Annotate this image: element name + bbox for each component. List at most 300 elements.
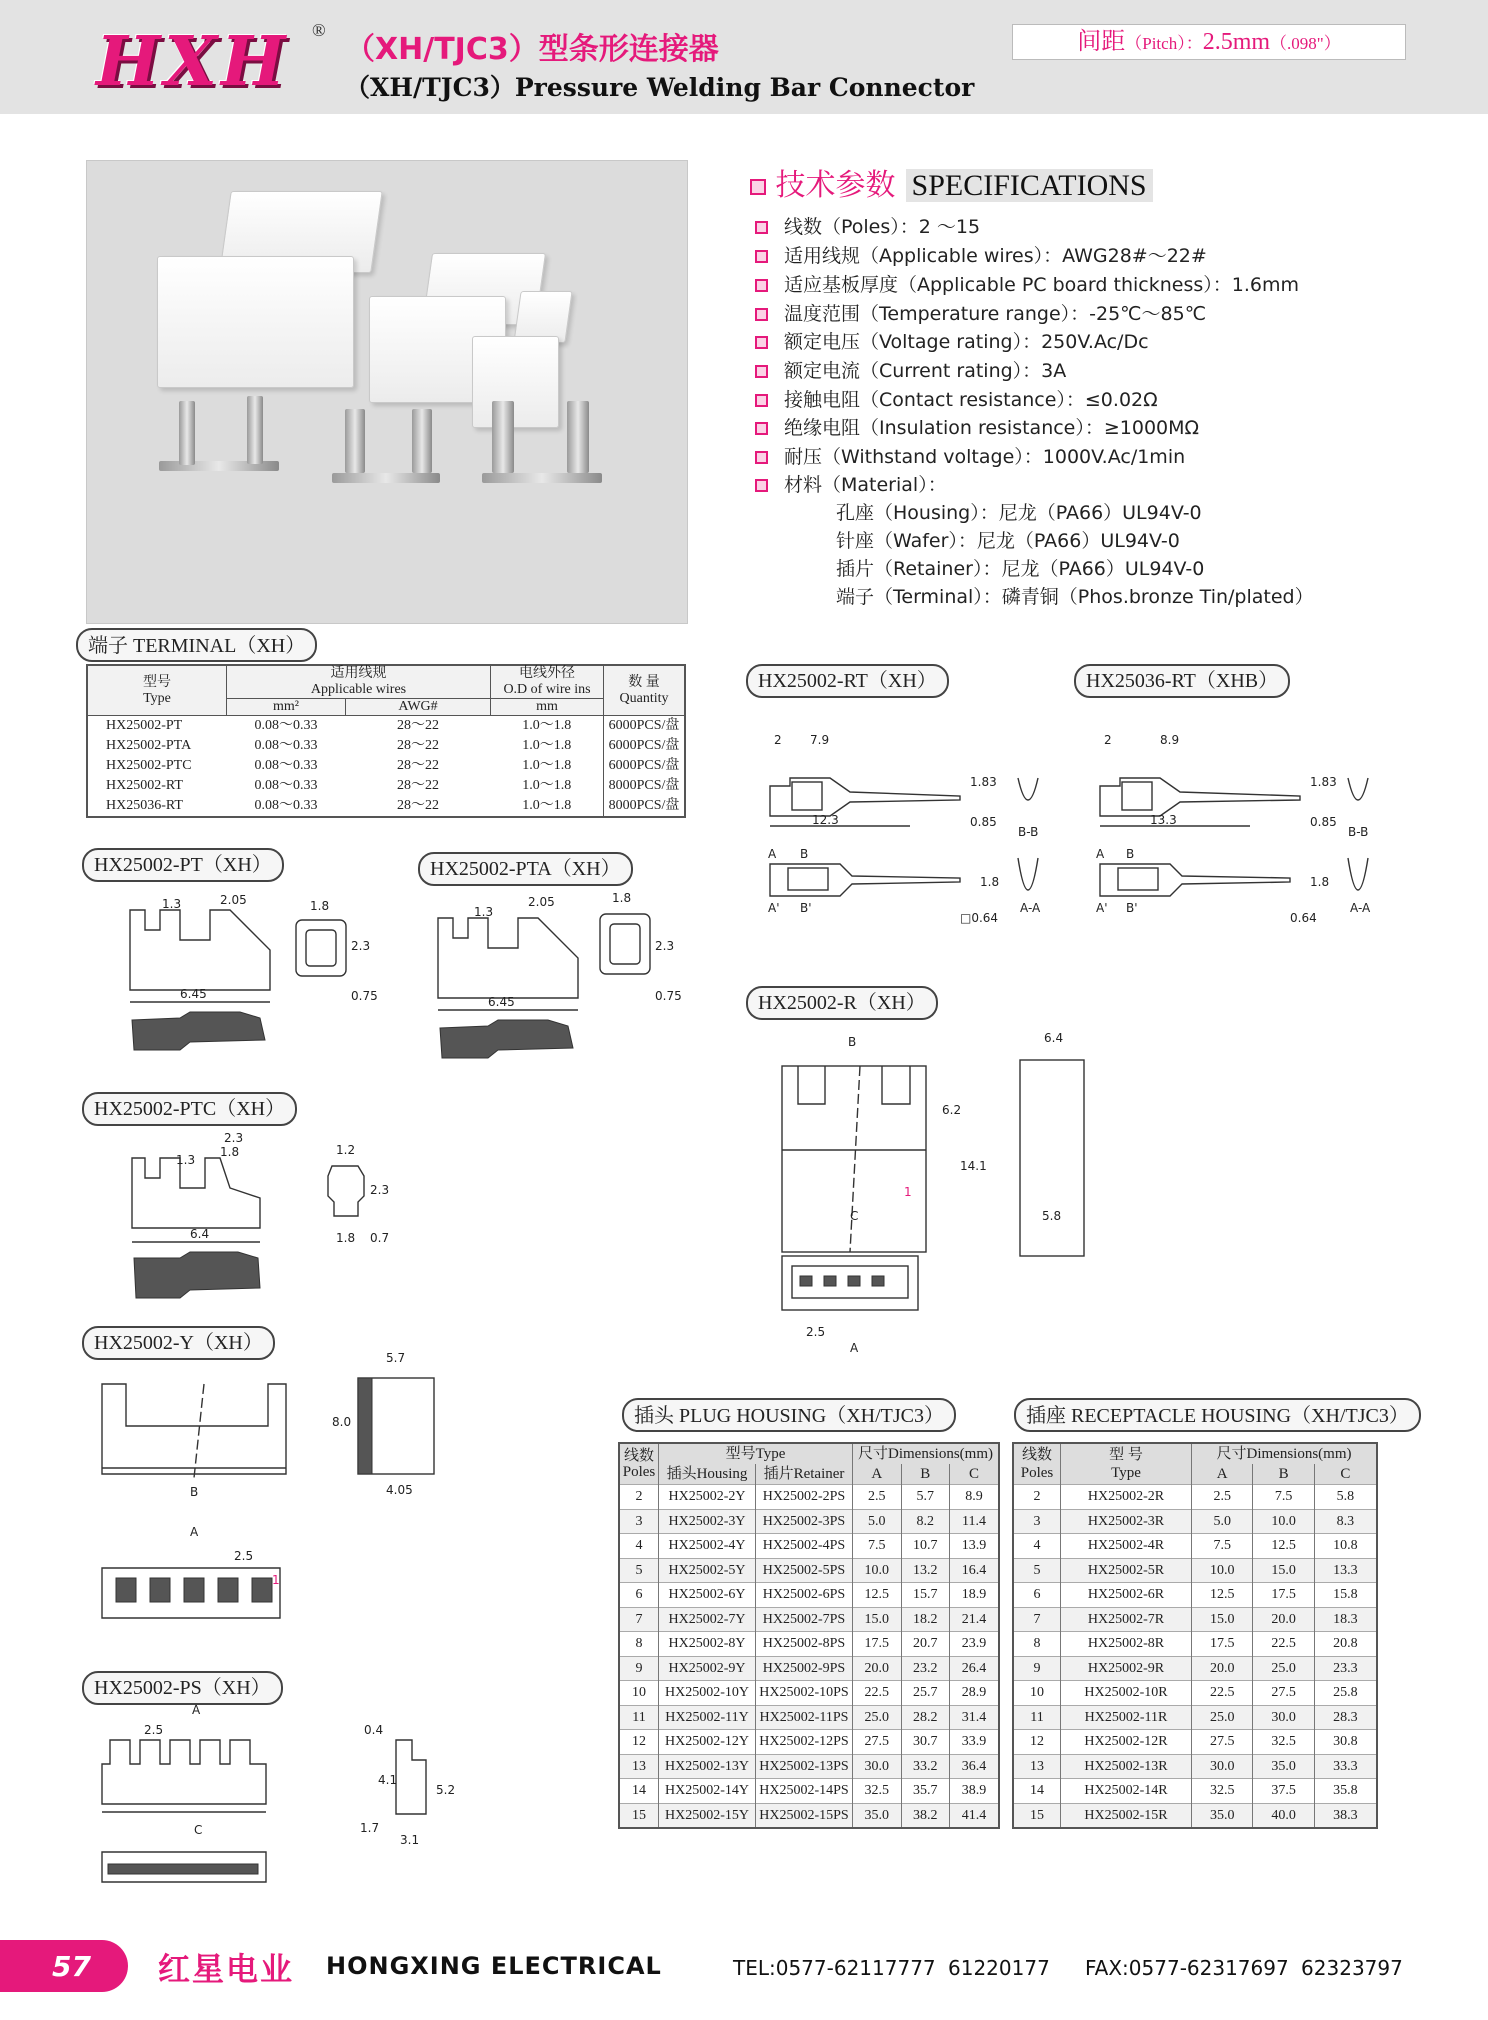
table-cell: HX25002-9R <box>1061 1656 1192 1681</box>
spec-item: 绝缘电阻（Insulation resistance）：≥1000MΩ <box>755 413 1199 440</box>
table-cell: 7 <box>619 1607 659 1632</box>
specs-title-cn: 技术参数 <box>775 168 896 203</box>
plug-housing-table: 线数 Poles 型号Type 尺寸Dimensions(mm) 插头Housing 插片Retainer A B C 2 HX25002-2Y HX25002-2PS 2.5 5.7 8.9 3 HX25002-3Y HX25002-3PS 5.0 8.2 11.4 4 HX25002-4Y HX25002-4PS 7.5 10.7 13.9 5 HX25002-5Y HX25002-5PS 10.0 13.2 16.4 6 HX25002-6Y HX25002-6PS 12.5 15.7 18.9 7 HX25002-7Y HX25002-7PS 15.0 18.2 21.4 8 HX25002-8Y HX25002-8PS 17.5 20.7 23.9 9 HX25002-9Y HX25002-9PS 20.0 23.2 26.4 10 HX25002-10Y HX25002-10PS 22.5 25.7 28.9 11 HX25002-11Y HX25002-11PS 25.0 28.2 31.4 12 HX25002-12Y HX25002-12PS 27.5 30.7 33.9 13 HX25002-13Y HX25002-13PS 30.0 33.2 36.4 14 HX25002-14Y HX25002-14PS 32.5 35.7 38.9 15 HX25002-15Y HX25002-15PS 35.0 38.2 41.4 <box>618 1442 1000 1829</box>
spec-item: 线数（Poles）：2 ～15 <box>755 212 980 239</box>
specs-title-en: SPECIFICATIONS <box>906 169 1153 202</box>
spec-item: 额定电流（Current rating）：3A <box>755 356 1066 383</box>
table-cell: 20.8 <box>1314 1632 1377 1657</box>
table-cell: HX25002-12PS <box>756 1730 853 1755</box>
table-cell: 25.0 <box>1253 1656 1314 1681</box>
table-cell: 23.9 <box>950 1632 1000 1657</box>
table-cell: 37.5 <box>1253 1779 1314 1804</box>
table-cell: 15.8 <box>1314 1583 1377 1608</box>
table-cell: 12 <box>1013 1730 1061 1755</box>
table-cell: 33.9 <box>950 1730 1000 1755</box>
table-cell: 12.5 <box>1253 1534 1314 1559</box>
material-item: 针座（Wafer）：尼龙（PA66）UL94V-0 <box>836 530 1180 552</box>
table-cell: 8 <box>619 1632 659 1657</box>
svg-text:A': A' <box>1096 901 1108 915</box>
svg-text:A-A: A-A <box>1020 901 1041 915</box>
svg-text:1.8: 1.8 <box>980 875 1000 889</box>
table-cell: 18.3 <box>1314 1607 1377 1632</box>
svg-text:A: A <box>190 1525 199 1539</box>
specs-heading <box>750 160 1153 204</box>
svg-text:1.83: 1.83 <box>970 775 997 789</box>
table-cell: 5 <box>619 1558 659 1583</box>
svg-text:2.3: 2.3 <box>370 1183 390 1197</box>
table-cell: 25.0 <box>1192 1705 1253 1730</box>
table-row <box>619 1558 999 1583</box>
table-cell: 31.4 <box>950 1705 1000 1730</box>
table-cell: 41.4 <box>950 1803 1000 1828</box>
table-cell: HX25002-11Y <box>659 1705 756 1730</box>
pitch-box <box>1012 24 1406 60</box>
table-cell: 35.8 <box>1314 1779 1377 1804</box>
svg-text:A: A <box>192 1703 201 1717</box>
svg-text:B': B' <box>1126 901 1138 915</box>
table-cell: 14 <box>619 1779 659 1804</box>
svg-text:A-A: A-A <box>1350 901 1371 915</box>
table-cell: HX25002-10Y <box>659 1681 756 1706</box>
table-cell: HX25002-14Y <box>659 1779 756 1804</box>
svg-text:0.85: 0.85 <box>1310 815 1337 829</box>
svg-text:B-B: B-B <box>1018 825 1039 839</box>
material-item: 端子（Terminal）：磷青铜（Phos.bronze Tin/plated） <box>836 586 1314 608</box>
svg-text:A: A <box>1096 847 1105 861</box>
svg-text:8.9: 8.9 <box>1160 733 1180 747</box>
table-cell: 33.3 <box>1314 1754 1377 1779</box>
table-cell: 17.5 <box>853 1632 902 1657</box>
bullet-square-icon <box>755 479 768 492</box>
table-cell: HX25002-7PS <box>756 1607 853 1632</box>
svg-text:A: A <box>850 1341 859 1355</box>
table-row <box>1013 1607 1377 1632</box>
brand-name-en: HONGXING ELECTRICAL <box>326 1952 662 1980</box>
svg-text:1.83: 1.83 <box>1310 775 1337 789</box>
brand-name-cn: 红星电业 <box>158 1950 295 1988</box>
page-number: 57 <box>52 1950 91 1983</box>
svg-text:0.7: 0.7 <box>370 1231 390 1245</box>
svg-text:C: C <box>850 1209 859 1223</box>
table-cell: HX25002-10R <box>1061 1681 1192 1706</box>
material-item: 插片（Retainer）：尼龙（PA66）UL94V-0 <box>836 558 1205 580</box>
terminal-table: 型号 Type 适用线规 Applicable wires 电线外径 O.D of wire ins 数 量 Quantity mm² AWG# mm HX25002-PT 0.08～0.33 28～22 1.0～1.8 6000PCS/盘 HX25002-PTA 0.08～0.33 28～22 1.0～1.8 6000PCS/盘 HX25002-PTC 0.08～0.33 28～22 1.0～1.8 6000PCS/盘 HX25002-RT 0.08～0.33 28～22 1.0～1.8 8000PCS/盘 HX25036-RT 0.08～0.33 28～22 1.0～1.8 8000PCS/盘 <box>86 664 686 818</box>
table-cell: HX25002-5R <box>1061 1558 1192 1583</box>
spec-item: 耐压（Withstand voltage）：1000V.Ac/1min <box>755 442 1185 469</box>
table-cell: 35.0 <box>1192 1803 1253 1828</box>
title-english: （XH/TJC3）Pressure Welding Bar Connector <box>345 73 975 102</box>
table-row <box>1013 1632 1377 1657</box>
table-row <box>1013 1583 1377 1608</box>
table-row: HX25036-RT 0.08～0.33 28～22 1.0～1.8 8000PCS/盘 <box>87 796 685 817</box>
table-row <box>1013 1509 1377 1534</box>
svg-text:14.1: 14.1 <box>960 1159 987 1173</box>
table-row <box>1013 1705 1377 1730</box>
table-cell: 22.5 <box>1192 1681 1253 1706</box>
table-cell: 5.0 <box>853 1509 902 1534</box>
svg-text:B': B' <box>800 901 812 915</box>
table-row <box>1013 1730 1377 1755</box>
table-cell: 25.7 <box>901 1681 950 1706</box>
pitch-value: 2.5mm <box>1202 29 1271 55</box>
svg-text:B-B: B-B <box>1348 825 1369 839</box>
table-row <box>619 1779 999 1804</box>
table-cell: HX25002-11PS <box>756 1705 853 1730</box>
table-row <box>619 1803 999 1828</box>
table-row <box>619 1509 999 1534</box>
table-row <box>619 1534 999 1559</box>
telephone: TEL:0577-62117777 61220177 <box>733 1956 1050 1980</box>
dim-label: 1.3 <box>162 897 182 911</box>
table-cell: 15.0 <box>1192 1607 1253 1632</box>
receptacle-housing-table: 线数 Poles 型 号 Type 尺寸Dimensions(mm) A B C 2 HX25002-2R 2.5 7.5 5.8 3 HX25002-3R 5.0 10.0 8.3 4 HX25002-4R 7.5 12.5 10.8 5 HX25002-5R 10.0 15.0 13.3 6 HX25002-6R 12.5 17.5 15.8 7 HX25002-7R 15.0 20.0 18.3 8 HX25002-8R 17.5 22.5 20.8 9 HX25002-9R 20.0 25.0 23.3 10 HX25002-10R 22.5 27.5 25.8 11 HX25002-11R 25.0 30.0 28.3 12 HX25002-12R 27.5 32.5 30.8 13 HX25002-13R 30.0 35.0 33.3 14 HX25002-14R 32.5 37.5 35.8 15 HX25002-15R 35.0 40.0 38.3 <box>1012 1442 1378 1829</box>
table-cell: 5.7 <box>901 1485 950 1510</box>
table-row <box>619 1754 999 1779</box>
svg-text:5.2: 5.2 <box>436 1783 456 1797</box>
table-cell: HX25002-12Y <box>659 1730 756 1755</box>
table-cell: HX25002-2R <box>1061 1485 1192 1510</box>
table-row <box>1013 1534 1377 1559</box>
table-cell: 7 <box>1013 1607 1061 1632</box>
table-cell: 4 <box>619 1534 659 1559</box>
svg-text:2.5: 2.5 <box>144 1723 164 1737</box>
svg-text:3.1: 3.1 <box>400 1833 420 1847</box>
label-rt: HX25002-RT（XH） <box>746 664 949 698</box>
table-cell: 10.0 <box>1253 1509 1314 1534</box>
table-cell: 30.0 <box>853 1754 902 1779</box>
table-cell: 38.2 <box>901 1803 950 1828</box>
table-cell: 35.7 <box>901 1779 950 1804</box>
svg-text:1: 1 <box>904 1185 912 1199</box>
svg-text:0.75: 0.75 <box>351 989 378 1003</box>
table-cell: 26.4 <box>950 1656 1000 1681</box>
table-cell: 20.0 <box>1192 1656 1253 1681</box>
table-row: HX25002-PT 0.08～0.33 28～22 1.0～1.8 6000PCS/盘 <box>87 716 685 737</box>
table-cell: HX25002-9PS <box>756 1656 853 1681</box>
table-cell: 23.3 <box>1314 1656 1377 1681</box>
table-cell: 27.5 <box>1192 1730 1253 1755</box>
table-cell: 33.2 <box>901 1754 950 1779</box>
bullet-square-icon <box>755 365 768 378</box>
table-cell: HX25002-2Y <box>659 1485 756 1510</box>
registered-mark: ® <box>312 20 326 40</box>
terminal-tag: 端子 TERMINAL（XH） <box>76 628 317 662</box>
table-cell: 13.3 <box>1314 1558 1377 1583</box>
table-cell: 15 <box>619 1803 659 1828</box>
table-cell: 13.9 <box>950 1534 1000 1559</box>
table-cell: 22.5 <box>853 1681 902 1706</box>
dim-label: 6.45 <box>180 987 207 1001</box>
table-cell: 18.2 <box>901 1607 950 1632</box>
ps-drawing <box>96 1704 476 1924</box>
table-cell: 11 <box>619 1705 659 1730</box>
table-cell: 20.0 <box>1253 1607 1314 1632</box>
table-cell: HX25002-8PS <box>756 1632 853 1657</box>
table-cell: 5.8 <box>1314 1485 1377 1510</box>
svg-text:2.5: 2.5 <box>234 1549 254 1563</box>
bullet-square-icon <box>755 250 768 263</box>
table-row: HX25002-RT 0.08～0.33 28～22 1.0～1.8 8000PCS/盘 <box>87 776 685 796</box>
table-cell: 7.5 <box>1192 1534 1253 1559</box>
table-cell: 30.0 <box>1253 1705 1314 1730</box>
svg-text:2.3: 2.3 <box>224 1131 244 1145</box>
svg-text:B: B <box>800 847 809 861</box>
spec-item: 适用线规（Applicable wires）：AWG28#～22# <box>755 241 1207 268</box>
svg-text:6.4: 6.4 <box>1044 1031 1064 1045</box>
table-cell: 2.5 <box>853 1485 902 1510</box>
table-cell: HX25002-10PS <box>756 1681 853 1706</box>
table-cell: 20.7 <box>901 1632 950 1657</box>
label-r: HX25002-R（XH） <box>746 986 938 1020</box>
table-row <box>619 1705 999 1730</box>
table-cell: HX25002-3PS <box>756 1509 853 1534</box>
table-cell: 15.0 <box>853 1607 902 1632</box>
svg-text:1: 1 <box>272 1573 280 1587</box>
svg-text:1.8: 1.8 <box>612 891 632 905</box>
table-cell: 15 <box>1013 1803 1061 1828</box>
svg-text:0.85: 0.85 <box>970 815 997 829</box>
receptacle-housing-tag: 插座 RECEPTACLE HOUSING（XH/TJC3） <box>1014 1398 1421 1432</box>
table-cell: HX25002-13Y <box>659 1754 756 1779</box>
table-cell: 13.2 <box>901 1558 950 1583</box>
table-cell: HX25002-6PS <box>756 1583 853 1608</box>
rt-drawing <box>760 726 1090 946</box>
pitch-inch: （.098"） <box>1270 34 1341 53</box>
table-cell: 12.5 <box>1192 1583 1253 1608</box>
plug-housing-tag: 插头 PLUG HOUSING（XH/TJC3） <box>622 1398 956 1432</box>
table-cell: HX25002-13R <box>1061 1754 1192 1779</box>
y-drawing <box>96 1351 476 1654</box>
spec-item: 温度范围（Temperature range）：-25℃～85℃ <box>755 299 1206 326</box>
table-cell: 32.5 <box>853 1779 902 1804</box>
bullet-square-icon <box>755 279 768 292</box>
svg-text:8.0: 8.0 <box>332 1415 352 1429</box>
table-cell: 8.9 <box>950 1485 1000 1510</box>
svg-text:0.4: 0.4 <box>364 1723 384 1737</box>
bullet-square-icon <box>755 451 768 464</box>
table-row: HX25002-PTC 0.08～0.33 28～22 1.0～1.8 6000PCS/盘 <box>87 756 685 776</box>
dim-label: 1.3 <box>474 905 494 919</box>
table-cell: 5 <box>1013 1558 1061 1583</box>
table-cell: 15.7 <box>901 1583 950 1608</box>
table-cell: 35.0 <box>1253 1754 1314 1779</box>
table-cell: 32.5 <box>1253 1730 1314 1755</box>
table-cell: 2 <box>1013 1485 1061 1510</box>
svg-text:C: C <box>194 1823 203 1837</box>
table-cell: 8.3 <box>1314 1509 1377 1534</box>
svg-text:1.8: 1.8 <box>1310 875 1330 889</box>
table-cell: HX25002-6Y <box>659 1583 756 1608</box>
svg-text:2: 2 <box>1104 733 1112 747</box>
table-row <box>619 1681 999 1706</box>
table-cell: 11.4 <box>950 1509 1000 1534</box>
table-cell: 9 <box>619 1656 659 1681</box>
table-cell: 10.7 <box>901 1534 950 1559</box>
table-cell: 5.0 <box>1192 1509 1253 1534</box>
svg-text:2: 2 <box>774 733 782 747</box>
svg-text:1.7: 1.7 <box>360 1821 380 1835</box>
pt-cross-section <box>296 890 378 1003</box>
table-cell: 11 <box>1013 1705 1061 1730</box>
table-cell: 10.0 <box>1192 1558 1253 1583</box>
dim-label: 2.05 <box>528 895 555 909</box>
table-cell: HX25002-5Y <box>659 1558 756 1583</box>
pt-drawing <box>120 880 320 1060</box>
table-cell: HX25002-3Y <box>659 1509 756 1534</box>
table-row <box>1013 1803 1377 1828</box>
table-cell: 36.4 <box>950 1754 1000 1779</box>
table-cell: 38.3 <box>1314 1803 1377 1828</box>
dim-label: 2.05 <box>220 893 247 907</box>
table-cell: 10 <box>1013 1681 1061 1706</box>
table-cell: 27.5 <box>853 1730 902 1755</box>
pitch-label-en: （Pitch）： <box>1125 34 1203 53</box>
table-cell: 16.4 <box>950 1558 1000 1583</box>
svg-text:6.4: 6.4 <box>190 1227 210 1241</box>
table-cell: 18.9 <box>950 1583 1000 1608</box>
svg-text:2.5: 2.5 <box>806 1325 826 1339</box>
table-cell: 25.8 <box>1314 1681 1377 1706</box>
label-pta: HX25002-PTA（XH） <box>418 852 633 886</box>
table-cell: 8.2 <box>901 1509 950 1534</box>
dim-label: 6.45 <box>488 995 515 1009</box>
table-cell: 40.0 <box>1253 1803 1314 1828</box>
table-row <box>619 1607 999 1632</box>
spec-item: 材料（Material）： <box>755 470 947 497</box>
pta-drawing <box>428 888 628 1068</box>
ptc-drawing <box>120 1128 320 1318</box>
spec-item: 适应基板厚度（Applicable PC board thickness）：1.6mm <box>755 270 1299 297</box>
table-cell: 2.5 <box>1192 1485 1253 1510</box>
svg-text:5.7: 5.7 <box>386 1351 406 1365</box>
table-cell: 10.8 <box>1314 1534 1377 1559</box>
svg-text:B: B <box>1126 847 1135 861</box>
table-row <box>1013 1779 1377 1804</box>
table-cell: HX25002-2PS <box>756 1485 853 1510</box>
svg-text:12.3: 12.3 <box>812 813 839 827</box>
label-ptc: HX25002-PTC（XH） <box>82 1092 297 1126</box>
svg-text:A: A <box>768 847 777 861</box>
svg-text:1.8: 1.8 <box>336 1231 356 1245</box>
table-cell: HX25002-15Y <box>659 1803 756 1828</box>
table-cell: HX25002-4Y <box>659 1534 756 1559</box>
svg-text:0.75: 0.75 <box>655 989 682 1003</box>
table-cell: 6 <box>1013 1583 1061 1608</box>
table-row <box>1013 1681 1377 1706</box>
table-cell: 13 <box>1013 1754 1061 1779</box>
table-cell: HX25002-8Y <box>659 1632 756 1657</box>
table-cell: HX25002-11R <box>1061 1705 1192 1730</box>
table-cell: HX25002-14R <box>1061 1779 1192 1804</box>
table-cell: 7.5 <box>853 1534 902 1559</box>
table-cell: 32.5 <box>1192 1779 1253 1804</box>
brand-logo: HXH <box>96 22 290 102</box>
spec-item: 额定电压（Voltage rating）：250V.Ac/Dc <box>755 327 1149 354</box>
table-cell: 28.9 <box>950 1681 1000 1706</box>
svg-text:4.05: 4.05 <box>386 1483 413 1497</box>
svg-text:1.8: 1.8 <box>220 1145 240 1159</box>
svg-text:6.2: 6.2 <box>942 1103 962 1117</box>
table-cell: 30.0 <box>1192 1754 1253 1779</box>
table-cell: 28.2 <box>901 1705 950 1730</box>
table-cell: 12 <box>619 1730 659 1755</box>
table-cell: 14 <box>1013 1779 1061 1804</box>
table-cell: 8 <box>1013 1632 1061 1657</box>
table-cell: 9 <box>1013 1656 1061 1681</box>
table-cell: HX25002-4PS <box>756 1534 853 1559</box>
table-row <box>619 1583 999 1608</box>
table-cell: 7.5 <box>1253 1485 1314 1510</box>
svg-text:2.3: 2.3 <box>655 939 675 953</box>
bullet-square-icon <box>750 179 766 195</box>
table-cell: 25.0 <box>853 1705 902 1730</box>
svg-text:1.8: 1.8 <box>310 899 330 913</box>
table-cell: HX25002-7Y <box>659 1607 756 1632</box>
svg-text:B: B <box>848 1035 857 1049</box>
spec-item: 接触电阻（Contact resistance）：≤0.02Ω <box>755 385 1158 412</box>
table-cell: HX25002-4R <box>1061 1534 1192 1559</box>
table-cell: 38.9 <box>950 1779 1000 1804</box>
table-cell: 3 <box>619 1509 659 1534</box>
table-cell: 27.5 <box>1253 1681 1314 1706</box>
svg-text:1.3: 1.3 <box>176 1153 196 1167</box>
table-cell: 23.2 <box>901 1656 950 1681</box>
table-cell: 4 <box>1013 1534 1061 1559</box>
svg-text:□0.64: □0.64 <box>960 911 999 925</box>
table-row <box>619 1632 999 1657</box>
material-item: 孔座（Housing）：尼龙（PA66）UL94V-0 <box>836 502 1202 524</box>
table-cell: 2 <box>619 1485 659 1510</box>
table-cell: 10.0 <box>853 1558 902 1583</box>
table-cell: 12.5 <box>853 1583 902 1608</box>
table-row <box>619 1485 999 1510</box>
table-row: HX25002-PTA 0.08～0.33 28～22 1.0～1.8 6000PCS/盘 <box>87 736 685 756</box>
table-cell: 15.0 <box>1253 1558 1314 1583</box>
bullet-square-icon <box>755 394 768 407</box>
label-rt36: HX25036-RT（XHB） <box>1074 664 1290 698</box>
table-row <box>619 1730 999 1755</box>
label-ps: HX25002-PS（XH） <box>82 1671 283 1705</box>
pitch-label-cn: 间距 <box>1077 29 1126 55</box>
svg-text:4.1: 4.1 <box>378 1773 398 1787</box>
fax: FAX:0577-62317697 62323797 <box>1085 1956 1403 1980</box>
svg-text:B: B <box>190 1485 199 1499</box>
table-cell: 10 <box>619 1681 659 1706</box>
table-cell: HX25002-14PS <box>756 1779 853 1804</box>
table-row <box>1013 1754 1377 1779</box>
table-row <box>619 1656 999 1681</box>
table-cell: 21.4 <box>950 1607 1000 1632</box>
table-cell: 17.5 <box>1253 1583 1314 1608</box>
table-row <box>1013 1485 1377 1510</box>
label-pt: HX25002-PT（XH） <box>82 848 284 882</box>
table-cell: HX25002-9Y <box>659 1656 756 1681</box>
table-cell: 17.5 <box>1192 1632 1253 1657</box>
table-cell: HX25002-7R <box>1061 1607 1192 1632</box>
label-y: HX25002-Y（XH） <box>82 1326 275 1360</box>
table-cell: 30.8 <box>1314 1730 1377 1755</box>
ptc-cross-section <box>320 1136 400 1256</box>
table-cell: HX25002-15R <box>1061 1803 1192 1828</box>
table-cell: HX25002-12R <box>1061 1730 1192 1755</box>
bullet-square-icon <box>755 221 768 234</box>
pta-cross-section <box>600 890 682 1003</box>
table-cell: 22.5 <box>1253 1632 1314 1657</box>
table-row <box>1013 1558 1377 1583</box>
table-cell: 28.3 <box>1314 1705 1377 1730</box>
table-cell: 20.0 <box>853 1656 902 1681</box>
table-cell: HX25002-8R <box>1061 1632 1192 1657</box>
